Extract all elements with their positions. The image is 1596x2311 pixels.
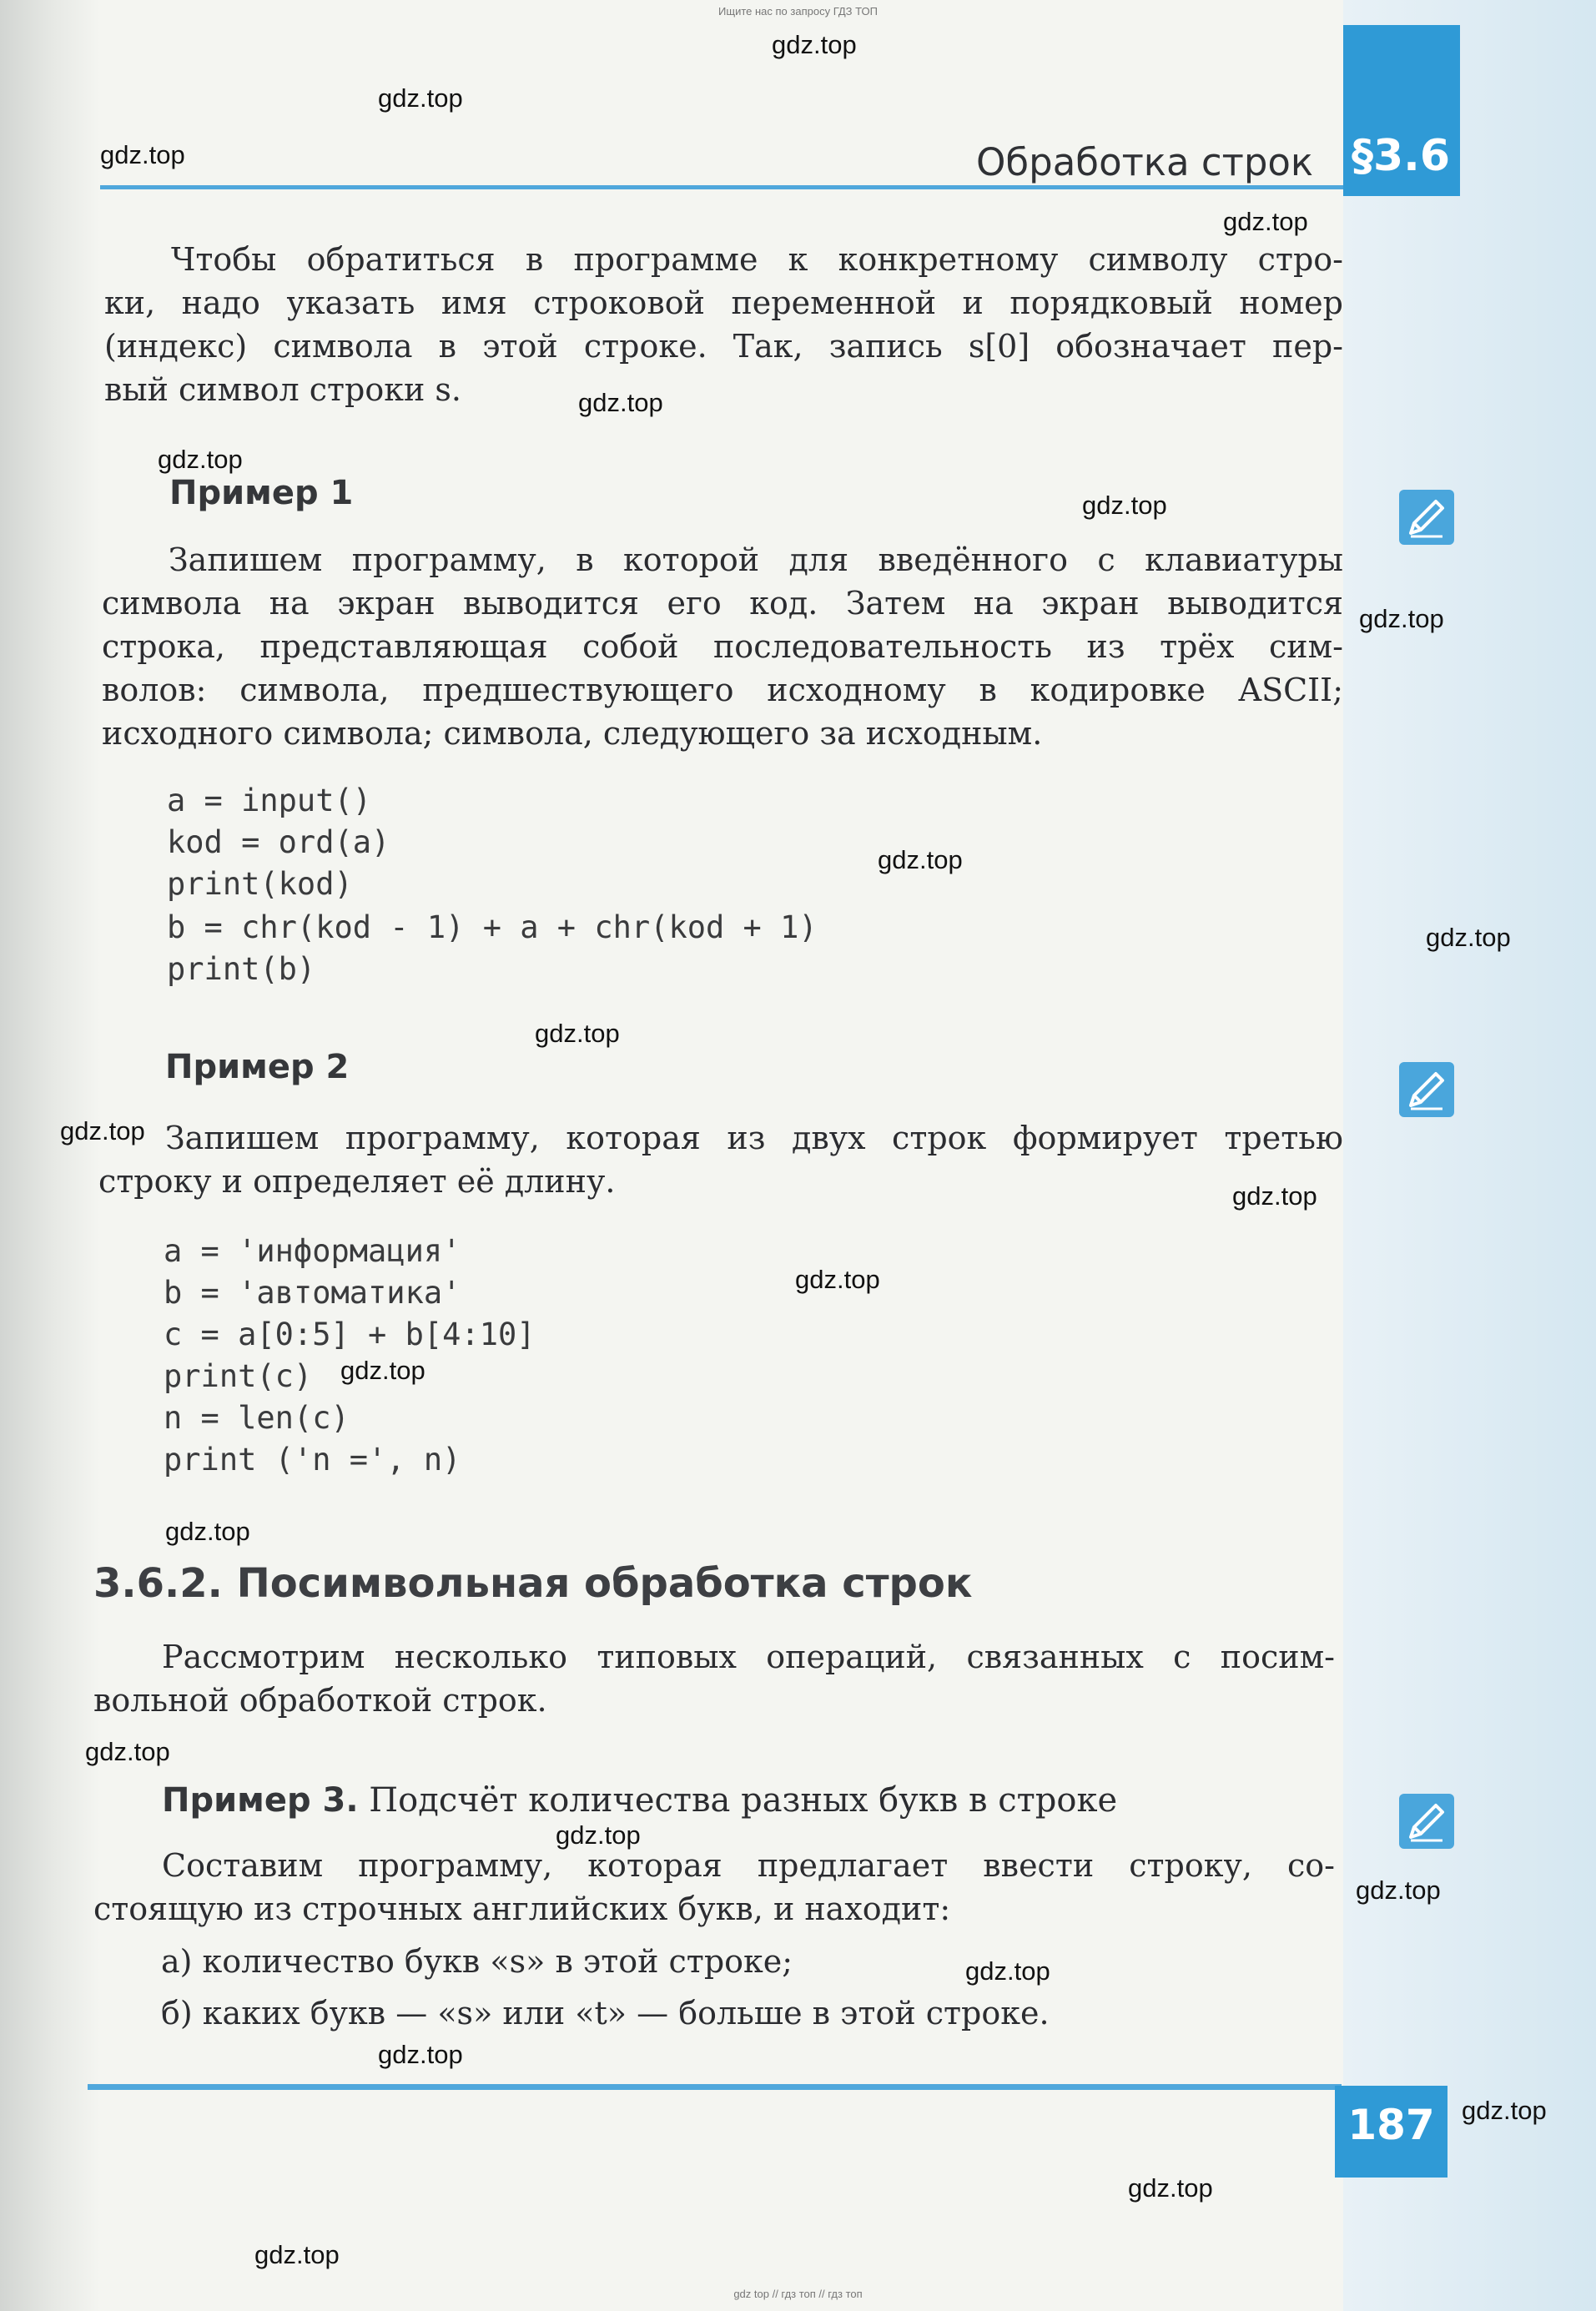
code-line: b = 'автоматика' [164,1275,461,1311]
footer-rule [88,2084,1342,2090]
example-3-heading [162,1781,1117,1820]
watermark: gdz.top [772,30,857,59]
bottom-banner: gdz top // гдз топ // гдз топ [733,2288,863,2300]
watermark: gdz.top [795,1265,880,1294]
code-line: print(b) [167,951,316,987]
watermark: gdz.top [1082,491,1167,520]
example-3-line: Составим программу, которая предлагает ввести строку, со- [162,1847,1335,1884]
running-title: Обработка строк [976,140,1314,184]
watermark: gdz.top [965,1956,1050,1986]
code-line: n = len(c) [164,1400,350,1436]
intro-line: Чтобы обратиться в программе к конкретному символу стро- [171,241,1343,278]
section-tab [1343,25,1460,196]
watermark: gdz.top [535,1019,620,1048]
page-number-tab [1335,2086,1447,2178]
watermark: gdz.top [100,140,185,169]
section-line: вольной обработкой строк. [93,1682,547,1719]
pencil-icon [1399,1062,1454,1117]
watermark: gdz.top [1128,2173,1213,2203]
code-line: a = input() [167,783,372,818]
list-item: б) каких букв — «s» или «t» — больше в этой строке. [161,1995,1050,2032]
example-3-line: стоящую из строчных английских букв, и находит: [93,1891,951,1927]
example-1-line: исходного символа; символа, следующего за исходным. [102,715,1043,752]
intro-line: (индекс) символа в этой строке. Так, запись s[0] обозначает пер- [104,328,1343,365]
example-3-title: Подсчёт количества разных букв в строке [369,1781,1118,1820]
code-line: print(kod) [167,866,353,902]
page-number: 187 [1347,2101,1435,2149]
example-2-line: Запишем программу, которая из двух строк формирует третью [165,1120,1343,1156]
example-1-title: Пример 1 [169,474,354,512]
example-2-line: строку и определяет её длину. [98,1163,616,1200]
watermark: gdz.top [60,1116,145,1145]
example-1-line: Запишем программу, в которой для введённого с клавиатуры [169,541,1343,578]
code-line: a = 'информация' [164,1233,461,1269]
pencil-icon [1399,1794,1454,1849]
watermark: gdz.top [1359,604,1444,633]
section-line: Рассмотрим несколько типовых операций, связанных с посим- [162,1639,1335,1675]
watermark: gdz.top [1426,923,1511,952]
watermark: gdz.top [1356,1875,1441,1905]
pencil-icon [1399,490,1454,545]
watermark: gdz.top [340,1356,425,1385]
code-line: print(c) [164,1358,313,1394]
watermark: gdz.top [158,445,243,474]
watermark: gdz.top [556,1820,641,1850]
watermark: gdz.top [378,83,463,113]
example-2-title: Пример 2 [165,1048,350,1086]
watermark: gdz.top [254,2240,340,2269]
watermark: gdz.top [378,2040,463,2069]
code-line: kod = ord(a) [167,824,390,860]
code-line: c = a[0:5] + b[4:10] [164,1317,536,1352]
example-3-label: Пример 3. [162,1781,359,1820]
watermark: gdz.top [1232,1181,1317,1211]
code-line: b = chr(kod - 1) + a + chr(kod + 1) [167,909,818,945]
section-heading: 3.6.2. Посимвольная обработка строк [93,1560,973,1607]
watermark: gdz.top [578,388,663,417]
watermark: gdz.top [165,1517,250,1546]
watermark: gdz.top [1223,207,1308,236]
example-1-line: волов: символа, предшествующего исходному в кодировке ASCII; [102,672,1343,708]
top-banner: Ищите нас по запросу ГДЗ ТОП [718,5,878,18]
code-line: print ('n =', n) [164,1442,461,1478]
intro-line: вый символ строки s. [104,371,461,408]
section-tab-label: §3.6 [1352,131,1451,181]
watermark: gdz.top [878,845,963,874]
intro-line: ки, надо указать имя строковой переменной и порядковый номер [104,284,1343,321]
watermark: gdz.top [1462,2096,1547,2125]
header-rule [100,185,1343,189]
example-1-line: строка, представляющая собой последовательность из трёх сим- [102,628,1343,665]
example-1-line: символа на экран выводится его код. Затем на экран выводится [102,585,1343,622]
list-item: а) количество букв «s» в этой строке; [161,1943,793,1980]
watermark: gdz.top [85,1737,170,1766]
page-gutter-shadow [0,0,100,2311]
margin-band [1343,0,1596,2311]
